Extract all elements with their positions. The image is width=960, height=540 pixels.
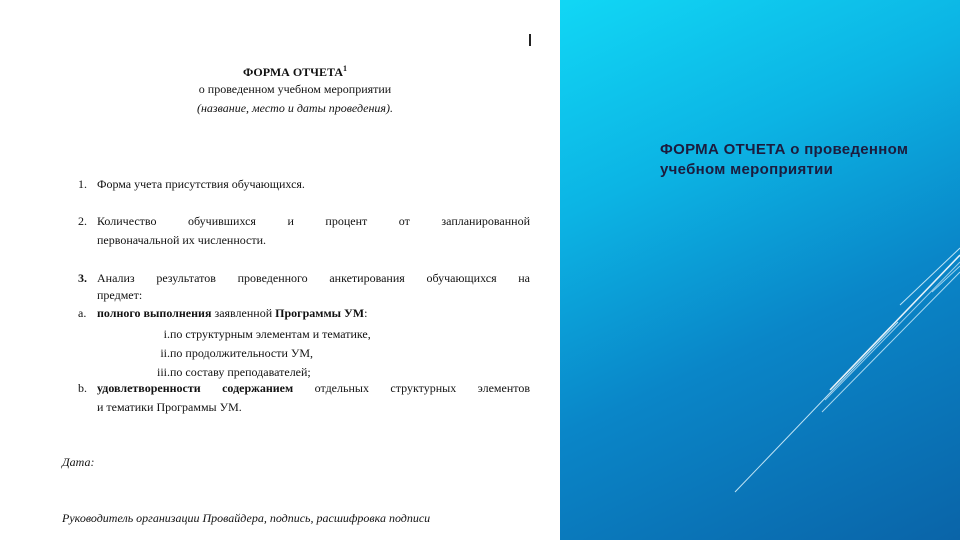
deco-line <box>900 248 960 305</box>
sub-item-letter: b. <box>78 381 87 395</box>
roman-text: по составу преподавателей; <box>170 365 311 379</box>
list-item <box>78 269 533 309</box>
sub-item-text: заявленной <box>211 306 276 320</box>
list-item-line: Количество обучившихся и процент от запланированной <box>97 214 530 228</box>
list-item-line: первоначальной их численности. <box>97 233 267 247</box>
roman-text: по структурным элементам и тематике, <box>170 327 371 341</box>
document-subtitle-note: (название, место и даты проведения). <box>196 101 394 115</box>
roman-number: i. <box>163 327 170 341</box>
roman-number: ii. <box>160 346 170 360</box>
text-cursor <box>529 34 531 46</box>
document-title-text: ФОРМА ОТЧЕТА <box>242 65 344 79</box>
sub-item-text: : <box>364 306 368 320</box>
document-title <box>0 64 590 80</box>
sub-item-text: отдельных структурных элементов <box>293 381 530 395</box>
panel-title: ФОРМА ОТЧЕТА о проведенном учебном мероприятии <box>660 141 909 178</box>
sub-item-bold: полного выполнения <box>97 306 212 320</box>
deco-line <box>735 322 898 492</box>
list-item-line: Анализ результатов проведенного анкетирования обучающихся на <box>97 271 530 285</box>
footnote-marker: 1 <box>343 64 348 73</box>
sub-item-letter: a. <box>78 306 87 320</box>
roman-number: iii. <box>156 365 170 379</box>
date-label: Дата: <box>62 455 95 469</box>
title-panel <box>560 0 960 540</box>
document-subtitle: о проведенном учебном мероприятии <box>198 82 392 96</box>
list-number: 1. <box>78 177 87 191</box>
deco-line <box>822 272 960 412</box>
decorative-lines <box>560 0 960 540</box>
signature-line: Руководитель организации Провайдера, подпись, расшифровка подписи <box>62 511 431 525</box>
list-number: 2. <box>78 214 87 228</box>
deco-line <box>830 255 960 390</box>
list-number: 3. <box>78 271 87 285</box>
sub-item-bold: Программы УМ <box>275 306 365 320</box>
list-item <box>78 212 533 252</box>
sub-item-b <box>78 379 533 419</box>
deco-line <box>825 262 960 400</box>
roman-text: по продолжительности УМ, <box>170 346 314 360</box>
list-item-line: предмет: <box>97 288 143 302</box>
list-item-text: Форма учета присутствия обучающихся. <box>97 177 305 191</box>
sub-item-line: и тематики Программы УМ. <box>97 400 242 414</box>
sub-item-bold: удовлетворенности содержанием <box>97 381 294 395</box>
